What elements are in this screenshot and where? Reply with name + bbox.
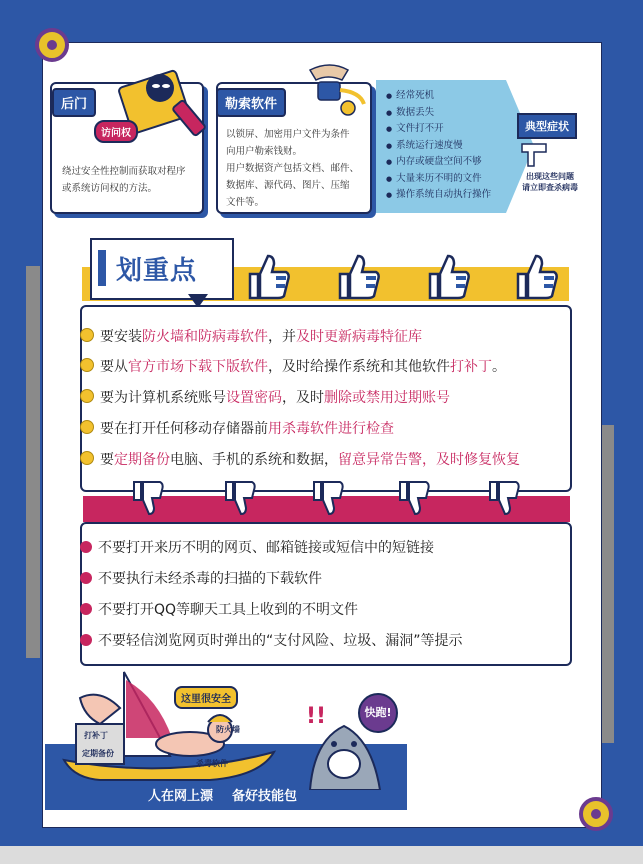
do-item: 要在打开任何移动存储器前用杀毒软件进行检查 bbox=[80, 418, 394, 438]
firewall-label: 防火墙 bbox=[216, 725, 240, 734]
dont-item: 不要执行未经杀毒的扫描的下载软件 bbox=[80, 568, 322, 588]
do-item: 要定期备份电脑、手机的系统和数据，留意异常告警，及时修复恢复 bbox=[80, 449, 520, 469]
thumbs-down-icon bbox=[312, 480, 346, 520]
symptoms-badge: 典型症状 bbox=[517, 113, 577, 139]
run-speech-bubble: 快跑! bbox=[358, 693, 398, 733]
symptoms-tip: 出现这些问题 请立即查杀病毒 bbox=[522, 172, 578, 192]
viewer-status-strip bbox=[0, 846, 643, 864]
red-bullet-icon bbox=[80, 572, 92, 584]
red-bullet-icon bbox=[80, 634, 92, 646]
symptom-item: ● 数据丢失 bbox=[386, 105, 491, 122]
red-bullet-icon bbox=[80, 603, 92, 615]
thermometer-gun-icon bbox=[520, 140, 550, 170]
frame-shadow-right bbox=[600, 425, 614, 743]
ransomware-tag: 勒索软件 bbox=[216, 88, 286, 117]
sign-backup: 定期备份 bbox=[82, 749, 114, 758]
access-sticker: 访问权 bbox=[94, 120, 138, 143]
thumbs-up-icon bbox=[246, 252, 290, 302]
backdoor-description: 绕过安全性控制而获取对程序 或系统访问权的方法。 bbox=[62, 166, 186, 194]
slogan-left: 人在网上漂 bbox=[148, 789, 214, 804]
key-points-title: 划重点 bbox=[116, 256, 198, 286]
thumbs-down-icon bbox=[398, 480, 432, 520]
yellow-bullet-icon bbox=[80, 358, 94, 372]
slogan-right: 备好技能包 bbox=[232, 789, 298, 804]
antivirus-label: 杀毒软件 bbox=[196, 759, 228, 768]
symptom-item: ● 大量来历不明的文件 bbox=[386, 171, 491, 188]
sign-patch: 打补丁 bbox=[84, 731, 108, 740]
thumbs-down-icon bbox=[132, 480, 166, 520]
symptoms-list bbox=[386, 88, 491, 204]
ransomware-creature-icon bbox=[290, 60, 370, 120]
frame-shadow-left bbox=[26, 266, 40, 658]
symptom-item: ● 文件打不开 bbox=[386, 121, 491, 138]
dont-item: 不要打开来历不明的网页、邮箱链接或短信中的短链接 bbox=[80, 537, 434, 557]
yellow-bullet-icon bbox=[80, 389, 94, 403]
thumbs-down-icon bbox=[224, 480, 258, 520]
yellow-bullet-icon bbox=[80, 328, 94, 342]
do-item: 要为计算机系统账号设置密码，及时删除或禁用过期账号 bbox=[80, 387, 450, 407]
do-item: 要安装防火墙和防病毒软件，并及时更新病毒特征库 bbox=[80, 326, 422, 346]
symptom-item: ● 内存或硬盘空间不够 bbox=[386, 154, 491, 171]
thumbs-up-icon bbox=[514, 252, 558, 302]
dont-item: 不要轻信浏览网页时弹出的“支付风险、垃圾、漏洞”等提示 bbox=[80, 630, 463, 650]
yellow-bullet-icon bbox=[80, 420, 94, 434]
dont-item: 不要打开QQ等聊天工具上收到的不明文件 bbox=[80, 599, 358, 619]
thumbs-up-icon bbox=[336, 252, 380, 302]
corner-ring-bottom-right bbox=[579, 797, 613, 831]
symptom-item: ● 经常死机 bbox=[386, 88, 491, 105]
ransomware-description: 以锁屏、加密用户文件为条件 向用户勒索钱财。 用户数据资产包括文档、邮件、 数据库、源代码、图片、压缩 文件等。 bbox=[226, 129, 360, 208]
safe-speech-bubble: 这里很安全 bbox=[174, 686, 238, 709]
symptom-item: ● 系统运行速度慢 bbox=[386, 138, 491, 155]
title-accent-bar bbox=[98, 250, 106, 286]
corner-ring-top-left bbox=[35, 28, 69, 62]
boat-illustration bbox=[60, 668, 280, 784]
thumbs-down-icon bbox=[488, 480, 522, 520]
thumbs-up-icon bbox=[426, 252, 470, 302]
symptom-item: ● 操作系统自动执行操作 bbox=[386, 187, 491, 204]
backdoor-tag: 后门 bbox=[52, 88, 96, 117]
red-bullet-icon bbox=[80, 541, 92, 553]
exclamation-marks: !! bbox=[306, 704, 327, 729]
yellow-bullet-icon bbox=[80, 451, 94, 465]
do-item: 要从官方市场下载下版软件，及时给操作系统和其他软件打补丁。 bbox=[80, 356, 506, 376]
